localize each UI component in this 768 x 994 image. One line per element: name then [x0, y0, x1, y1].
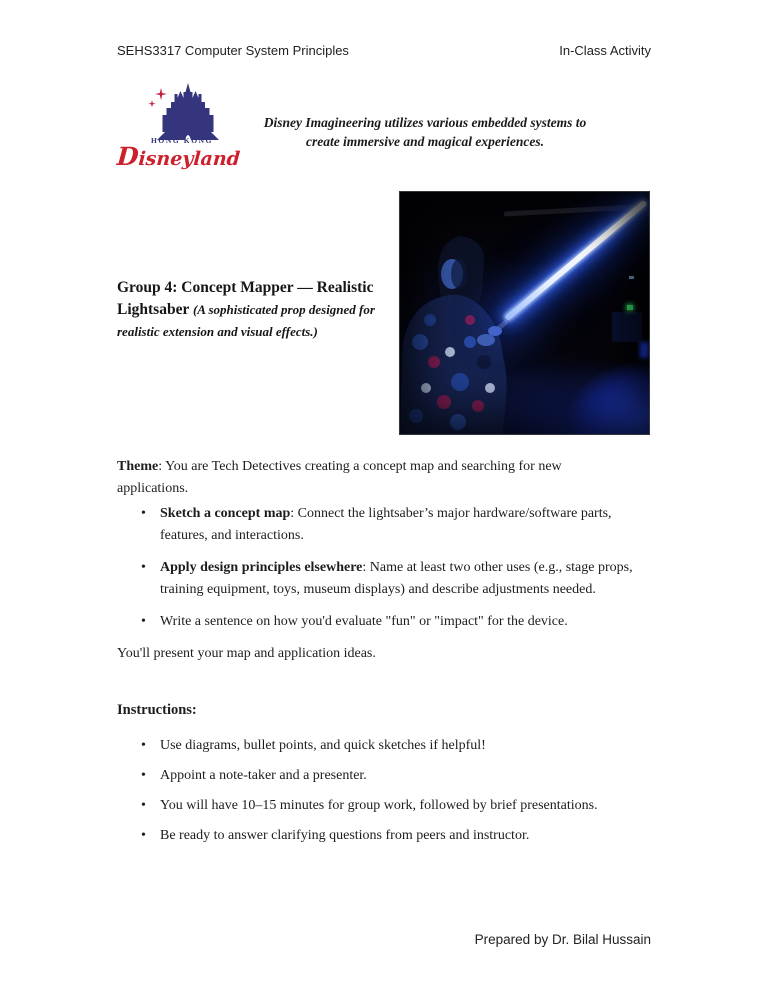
theme-label: Theme [117, 459, 159, 474]
instructions-bullet-list [139, 735, 653, 855]
theme-text: : You are Tech Detectives creating a concept map and searching for new applications. [117, 459, 562, 496]
bullet-rest: : Name at least two other uses (e.g., stage props, training equipment, toys, museum displays) and describe adjustments needed. [160, 560, 633, 597]
sparkle-icon [148, 88, 167, 107]
lightsaber-photo [399, 191, 650, 435]
group-title-italic: (A sophisticated prop designed for realistic extension and visual effects.) [117, 302, 375, 339]
castle-icon [143, 82, 223, 140]
instructions-title: Instructions: [117, 702, 197, 718]
logo-park-name: Disneyland [115, 142, 241, 171]
theme-closing-line: You'll present your map and application ideas. [117, 646, 376, 661]
list-item [139, 503, 653, 546]
theme-paragraph [117, 456, 622, 499]
hk-disneyland-logo [117, 82, 249, 171]
theme-bullet-list [139, 503, 653, 644]
page-header [117, 43, 651, 58]
list-item [139, 611, 653, 633]
list-item: • Appoint a note-taker and a presenter. [139, 765, 653, 786]
header-course-code: SEHS3317 Computer System Principles [117, 43, 349, 58]
bullet-rest: Write a sentence on how you'd evaluate "fun" or "impact" for the device. [160, 614, 568, 629]
bullet-rest: : Connect the lightsaber’s major hardware/software parts, features, and interactions. [160, 506, 612, 543]
logo-location-text: HONG KONG [151, 136, 214, 145]
list-item: • You will have 10–15 minutes for group work, followed by brief presentations. [139, 795, 653, 816]
header-activity-label: In-Class Activity [559, 43, 651, 58]
footer-prepared-by: Prepared by Dr. Bilal Hussain [474, 932, 651, 947]
group-title [117, 277, 395, 343]
list-item: • Use diagrams, bullet points, and quick sketches if helpful! [139, 735, 653, 756]
photo-vignette [400, 192, 649, 434]
bullet-lead: Apply design principles elsewhere [160, 560, 363, 575]
list-item [139, 557, 653, 600]
group-title-bold: Group 4: Concept Mapper — Realistic Lightsaber [117, 279, 374, 318]
list-item: • Be ready to answer clarifying questions from peers and instructor. [139, 825, 653, 846]
bullet-lead: Sketch a concept map [160, 506, 291, 521]
intro-tagline: Disney Imagineering utilizes various embedded systems to create immersive and magical experiences. [263, 115, 587, 149]
